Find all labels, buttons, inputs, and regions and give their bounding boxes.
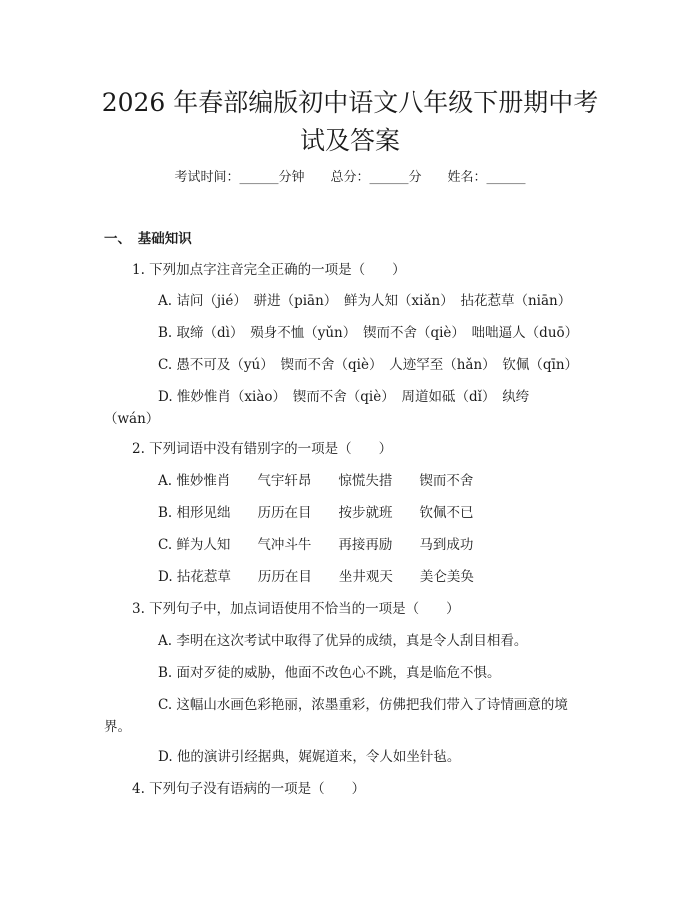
title-line-1: 2026 年春部编版初中语文八年级下册期中考 bbox=[101, 88, 599, 117]
question-2-option-d: D. 拈花惹草 历历在目 坐井观天 美仑美奂 bbox=[158, 569, 474, 585]
question-3-option-a: A. 李明在这次考试中取得了优异的成绩，真是令人刮目相看。 bbox=[158, 633, 528, 649]
question-2-option-a: A. 惟妙惟肖 气宇轩昂 惊慌失措 锲而不舍 bbox=[158, 473, 474, 489]
question-4-stem: 4. 下列句子没有语病的一项是（ ） bbox=[132, 781, 366, 797]
question-3-stem: 3. 下列句子中，加点词语使用不恰当的一项是（ ） bbox=[132, 601, 460, 617]
question-1-option-c: C. 愚不可及（yú） 锲而不舍（qiè） 人迹罕至（hǎn） 钦佩（qīn） bbox=[158, 357, 579, 373]
exam-info: 考试时间：______分钟 总分：______分 姓名：______ bbox=[174, 170, 526, 185]
question-3-option-d: D. 他的演讲引经据典，娓娓道来，令人如坐针毡。 bbox=[158, 749, 461, 765]
question-3-option-c-wrap: 界。 bbox=[104, 719, 131, 735]
question-3-option-b: B. 面对歹徒的威胁，他面不改色心不跳，真是临危不惧。 bbox=[158, 665, 501, 681]
page-title bbox=[60, 84, 640, 160]
question-2-stem: 2. 下列词语中没有错别字的一项是（ ） bbox=[132, 441, 393, 457]
question-2-option-b: B. 相形见绌 历历在目 按步就班 钦佩不已 bbox=[158, 505, 474, 521]
title-line-2: 试及答案 bbox=[299, 126, 400, 155]
question-3-option-c: C. 这幅山水画色彩艳丽，浓墨重彩，仿佛把我们带入了诗情画意的境 bbox=[158, 697, 568, 713]
question-1-stem: 1. 下列加点字注音完全正确的一项是（ ） bbox=[132, 262, 406, 278]
section-heading-basic-knowledge: 一、 基础知识 bbox=[104, 231, 192, 247]
question-1-option-d: D. 惟妙惟肖（xiào） 锲而不舍（qiè） 周道如砥（dǐ） 纨绔 bbox=[158, 389, 530, 405]
question-2-option-c: C. 鲜为人知 气冲斗牛 再接再励 马到成功 bbox=[158, 537, 474, 553]
question-1-option-d-wrap: （wán） bbox=[104, 411, 160, 427]
question-1-option-b: B. 取缔（dì） 殒身不恤（yǔn） 锲而不舍（qiè） 咄咄逼人（duō） bbox=[158, 325, 579, 341]
question-1-option-a: A. 诘问（jié） 骈进（piān） 鲜为人知（xiǎn） 拈花惹草（niān） bbox=[158, 293, 572, 309]
